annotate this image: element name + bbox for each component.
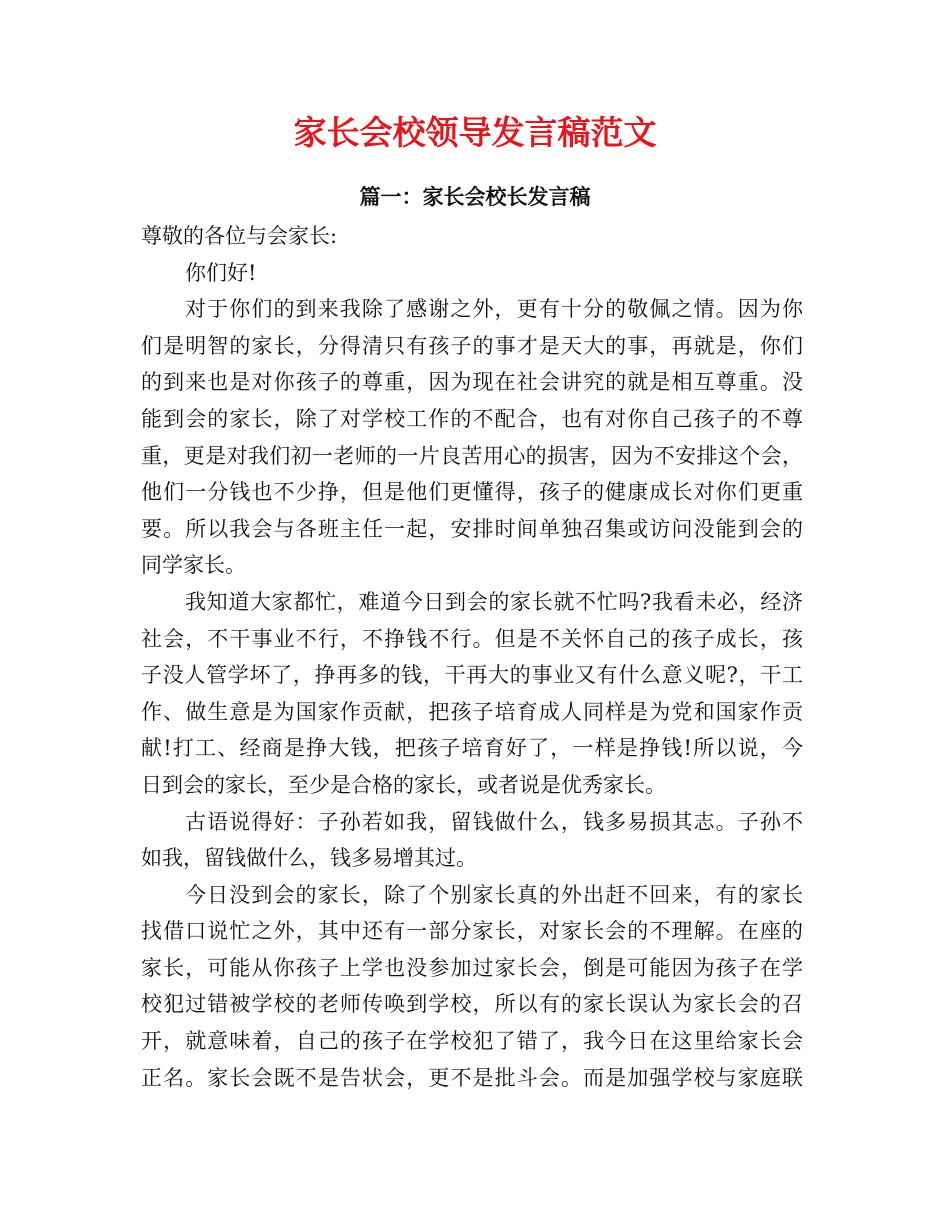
greeting <box>141 255 803 292</box>
paragraph-line: 能到会的家长，除了对学校工作的不配合，也有对你自己孩子的不尊 <box>141 406 803 431</box>
paragraph-line: 的到来也是对你孩子的尊重，因为现在社会讲究的就是相互尊重。没 <box>141 370 803 395</box>
paragraph-line: 我知道大家都忙，难道今日到会的家长就不忙吗?我看未必，经济 <box>185 589 803 614</box>
paragraph-line: 今日没到会的家长，除了个别家长真的外出赶不回来，有的家长 <box>185 882 803 907</box>
paragraph-3 <box>141 804 803 877</box>
paragraph-2 <box>141 584 803 804</box>
paragraph-4 <box>141 877 803 1097</box>
paragraph-line: 古语说得好：子孙若如我，留钱做什么，钱多易损其志。子孙不 <box>185 809 803 834</box>
document-title: 家长会校领导发言稿范文 <box>293 113 657 152</box>
paragraph-line: 作、做生意是为国家作贡献，把孩子培育成人同样是为党和国家作贡 <box>141 699 803 724</box>
paragraph-line: 开，就意味着，自己的孩子在学校犯了错了，我今日在这里给家长会 <box>141 1029 803 1054</box>
paragraph-line: 如我，留钱做什么，钱多易增其过。 <box>141 846 477 871</box>
document-body <box>141 218 803 1096</box>
salutation <box>141 218 803 255</box>
paragraph-line: 社会，不干事业不行，不挣钱不行。但是不关怀自己的孩子成长，孩 <box>141 626 803 651</box>
paragraph-line: 他们一分钱也不少挣，但是他们更懂得，孩子的健康成长对你们更重 <box>141 480 803 505</box>
paragraph-line: 对于你们的到来我除了感谢之外，更有十分的敬佩之情。因为你 <box>185 297 803 322</box>
paragraph-line: 找借口说忙之外，其中还有一部分家长，对家长会的不理解。在座的 <box>141 919 803 944</box>
paragraph-line: 同学家长。 <box>141 553 246 578</box>
paragraph-line: 日到会的家长，至少是合格的家长，或者说是优秀家长。 <box>141 772 666 797</box>
paragraph-line: 献!打工、经商是挣大钱，把孩子培育好了，一样是挣钱!所以说，今 <box>141 736 803 761</box>
document-subtitle: 篇一：家长会校长发言稿 <box>359 184 591 209</box>
greeting-line: 你们好! <box>185 260 257 285</box>
paragraph-line: 要。所以我会与各班主任一起，安排时间单独召集或访问没能到会的 <box>141 516 803 541</box>
paragraph-line: 家长，可能从你孩子上学也没参加过家长会，倒是可能因为孩子在学 <box>141 955 803 980</box>
paragraph-line: 重，更是对我们初一老师的一片良苦用心的损害，因为不安排这个会， <box>141 443 803 468</box>
salutation-line: 尊敬的各位与会家长: <box>141 224 338 248</box>
paragraph-line: 子没人管学坏了，挣再多的钱，干再大的事业又有什么意义呢?，干工 <box>141 663 803 688</box>
paragraph-1 <box>141 291 803 584</box>
paragraph-line: 校犯过错被学校的老师传唤到学校，所以有的家长误认为家长会的召 <box>141 992 803 1017</box>
paragraph-line: 们是明智的家长，分得清只有孩子的事才是天大的事，再就是，你们 <box>141 333 803 358</box>
paragraph-line: 正名。家长会既不是告状会，更不是批斗会。而是加强学校与家庭联 <box>141 1065 803 1090</box>
